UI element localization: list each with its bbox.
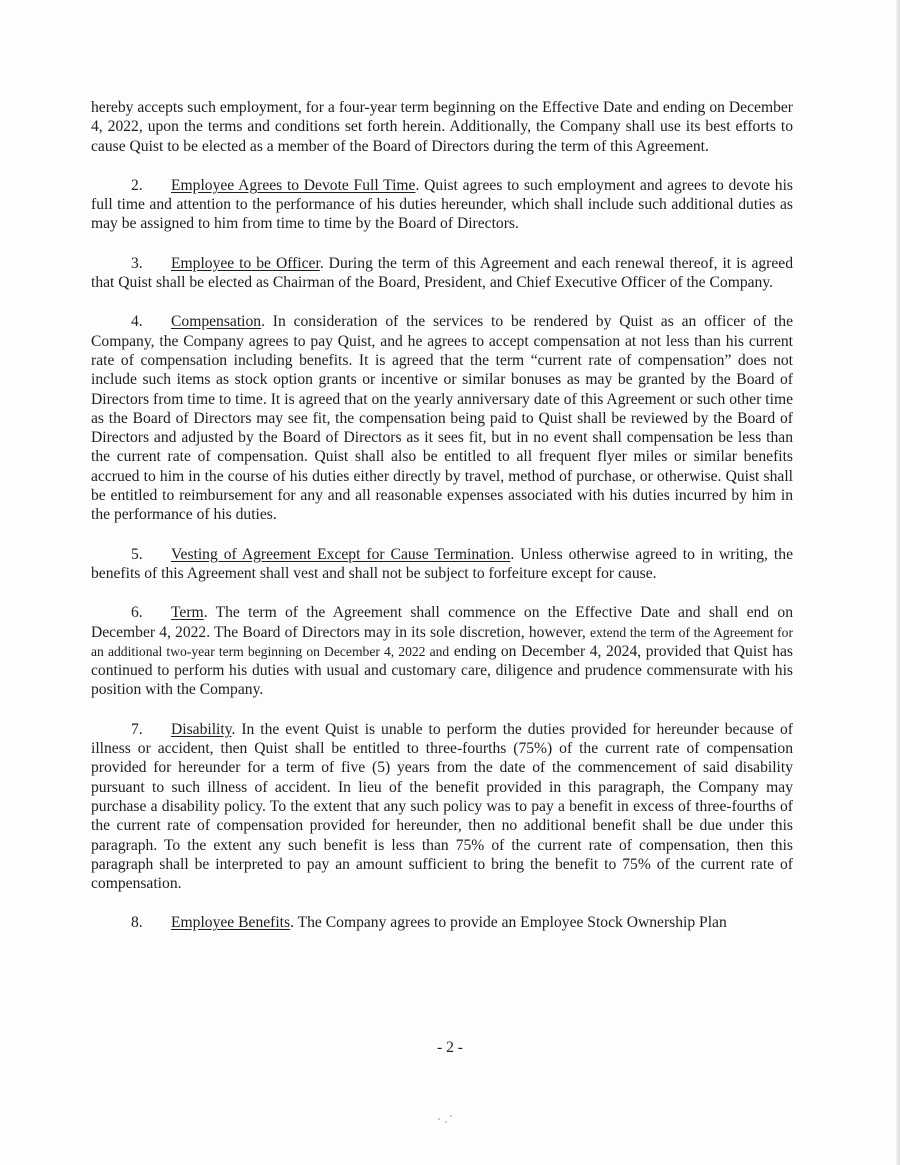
section-4 xyxy=(91,312,793,524)
section-5 xyxy=(91,545,793,584)
section-7 xyxy=(91,720,793,894)
section-heading: Employee Agrees to Devote Full Time xyxy=(171,176,416,194)
section-3 xyxy=(91,254,793,293)
section-number: 6. xyxy=(131,604,143,622)
section-number: 5. xyxy=(131,545,143,563)
section-text: . The Company agrees to provide an Employee Stock Ownership Plan xyxy=(290,914,727,932)
section-heading: Term xyxy=(171,604,204,622)
scan-specks xyxy=(436,1112,456,1124)
section-number: 7. xyxy=(131,720,143,738)
page-number: - 2 - xyxy=(437,1039,463,1056)
section-text-extension: extend the term of the Agreement for an additional two-year term beginning on December 4, 2022 and xyxy=(91,624,793,659)
section-text: . In consideration of the services to be rendered by Quist as an officer of the Company, the Company agrees to pay Quist, and he agrees to accept compensation at not less than his current rate of compensation including benefits. It is agreed that the term “current rate of compensation” does not include such items as stock option grants or incentive or similar bonuses as may be granted by the Board of Directors from time to time. It is agreed that on the yearly anniversary date of this Agreement or such other time as the Board of Directors may see fit, the compensation being paid to Quist shall be reviewed by the Board of Directors and adjusted by the Board of Directors as it sees fit, but in no event shall compensation be less than the current rate of compensation. Quist shall also be entitled to all frequent flyer miles or similar benefits accrued to him in the course of his duties either directly by travel, method of purchase, or otherwise. Quist shall be entitled to reimbursement for any and all reasonable expenses associated with his duties incurred by him in the performance of his duties. xyxy=(91,313,793,524)
section-8 xyxy=(91,913,793,932)
section-number: 3. xyxy=(131,254,143,272)
opening-paragraph: hereby accepts such employment, for a four-year term beginning on the Effective Date and ending on December 4, 2022, upon the terms and conditions set forth herein. Additionally, the Company shall use its best efforts to cause Quist to be elected as a member of the Board of Directors during the term of this Agreement. xyxy=(91,99,793,155)
section-heading: Employee to be Officer xyxy=(171,254,320,272)
section-number: 8. xyxy=(131,914,143,932)
document-body xyxy=(91,98,793,953)
section-text: . Quist agrees to such employment and agrees to devote his full time and attention to the performance of his duties hereunder, which shall include such additional duties as may be assigned to him from time to time by the Board of Directors. xyxy=(91,176,793,233)
section-6 xyxy=(91,603,793,699)
section-text: . The term of the Agreement shall commence on the Effective Date and shall end on December 4, 2022. The Board of Directors may in its sole discretion, however, xyxy=(91,604,793,641)
section-text: . During the term of this Agreement and each renewal thereof, it is agreed that Quist shall be elected as Chairman of the Board, President, and Chief Executive Officer of the Company. xyxy=(91,254,794,292)
section-2 xyxy=(91,176,793,234)
section-heading: Compensation xyxy=(171,313,262,331)
section-text: . Unless otherwise agreed to in writing, the benefits of this Agreement shall vest and shall not be subject to forfeiture except for cause. xyxy=(91,545,793,582)
section-number: 4. xyxy=(131,313,143,331)
section-heading: Employee Benefits xyxy=(171,914,291,932)
section-text: . In the event Quist is unable to perform the duties provided for hereunder because of illness or accident, then Quist shall be entitled to three-fourths (75%) of the current rate of compensation provided for hereunder for a term of five (5) years from the date of the commencement of said disability pursuant to such illness of accident. In lieu of the benefit provided in this paragraph, the Company may purchase a disability policy. To the extent that any such policy was to pay a benefit in excess of three-fourths of the current rate of compensation provided for hereunder, then no additional benefit shall be due under this paragraph. To the extent any such benefit is less than 75% of the current rate of compensation, then this paragraph shall be interpreted to pay an amount sufficient to bring the benefit to 75% of the current rate of compensation. xyxy=(91,720,793,893)
section-number: 2. xyxy=(131,176,143,194)
section-heading: Disability xyxy=(171,720,232,738)
page-edge xyxy=(896,0,900,1165)
section-text-continued: ending on December 4, 2024, provided that Quist has continued to perform his duties with usual and customary care, diligence and prudence commensurate with his position with the Company. xyxy=(91,642,793,699)
section-heading: Vesting of Agreement Except for Cause Termination xyxy=(171,545,511,563)
